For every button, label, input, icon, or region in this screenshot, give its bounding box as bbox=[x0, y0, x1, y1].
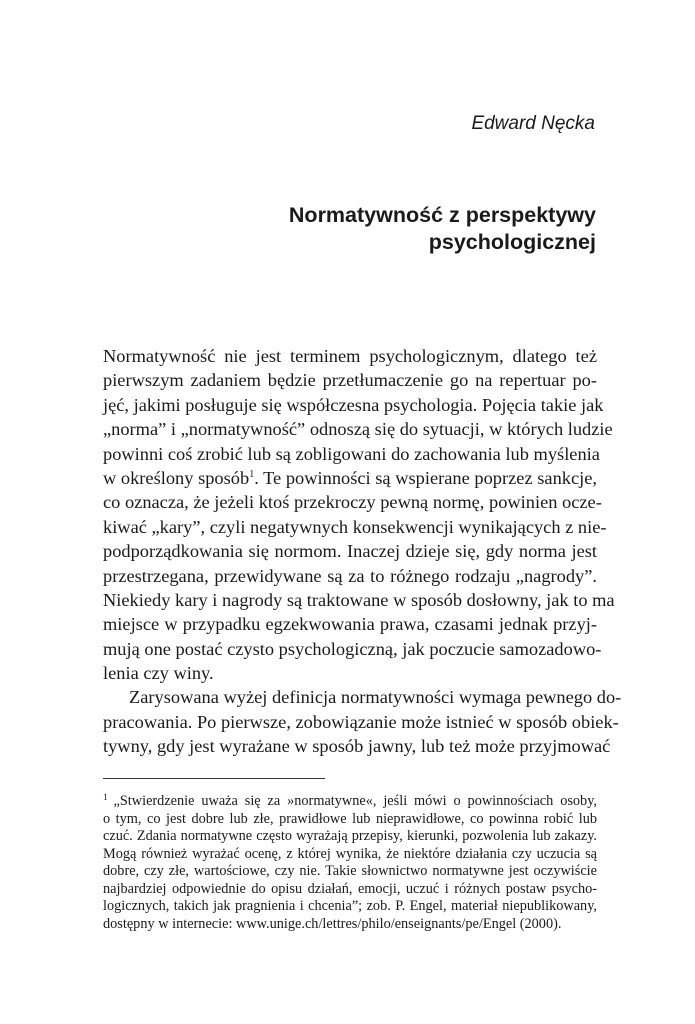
body-line: co oznacza, że jeżeli ktoś przekroczy pewną normę, powinien ocze- bbox=[103, 492, 602, 513]
footnote-line: logicznych, takich jak pragnienia i chcenia”; zob. P. Engel, materiał niepublikowany, bbox=[103, 898, 597, 914]
body-text bbox=[103, 344, 622, 759]
body-line: tywny, gdy jest wyrażane w sposób jawny, lub też może przyjmować bbox=[103, 736, 611, 757]
body-line: powinni coś zrobić lub są zobligowani do zachowania lub myślenia bbox=[103, 443, 600, 464]
chapter-title bbox=[176, 202, 596, 256]
body-line: jęć, jakimi posługuje się współczesna psychologia. Pojęcia takie jak bbox=[103, 394, 604, 415]
footnote-line-text: „Stwierdzenie uważa się za »normatywne«, jeśli mówi o powinnościach osoby, bbox=[113, 793, 597, 809]
body-line: „norma” i „normatywność” odnoszą się do sytuacji, w których ludzie bbox=[103, 419, 613, 440]
footnote-line: Mogą również wyrażać ocenę, z której wynika, że niektóre działania czy uczucia są bbox=[103, 845, 597, 862]
footnote-reference[interactable]: 1 bbox=[249, 468, 255, 480]
body-line: podporządkowania się normom. Inaczej dzieje się, gdy norma jest bbox=[103, 541, 597, 562]
footnote-line: dobre, czy złe, wartościowe, czy nie. Takie słownictwo normatywne jest oczywiście bbox=[103, 863, 597, 879]
footnote-line: najbardziej odpowiednie do opisu działań, emocji, uczuć i różnych postaw psycho- bbox=[103, 880, 597, 897]
body-line-with-footnote bbox=[103, 466, 597, 490]
body-line: mują one postać czysto psychologiczną, jak poczucie samozadowo- bbox=[103, 638, 602, 659]
body-line: Niekiedy kary i nagrody są traktowane w sposób dosłowny, jak to ma bbox=[103, 589, 615, 610]
body-line: miejsce w przypadku egzekwowania prawa, czasami jednak przyj- bbox=[103, 614, 597, 635]
footnote-line: dostępny w internecie: www.unige.ch/lettres/philo/enseignants/pe/Engel (2000). bbox=[103, 915, 562, 932]
body-line: kiwać „kary”, czyli negatywnych konsekwencji wynikających z nie- bbox=[103, 516, 607, 537]
footnote-marker: 1 bbox=[103, 792, 108, 802]
body-line-part: w określony sposób bbox=[103, 467, 250, 488]
body-line: Zarysowana wyżej definicja normatywności wymaga pewnego do- bbox=[129, 687, 622, 708]
author-name: Edward Nęcka bbox=[471, 113, 595, 134]
body-line: pierwszym zadaniem będzie przetłumaczenie go na repertuar po- bbox=[103, 370, 597, 391]
body-line: pracowania. Po pierwsze, zobowiązanie może istnieć w sposób obiek- bbox=[103, 711, 619, 732]
footnote-line bbox=[103, 793, 597, 811]
body-line: przestrzegana, przewidywane są za to różnego rodzaju „nagrody”. bbox=[103, 565, 597, 586]
footnote-line: o tym, co jest dobre lub złe, prawidłowe lub nieprawidłowe, co powinna robić lub bbox=[103, 810, 597, 827]
footnote bbox=[103, 793, 597, 933]
footnote-line: czuć. Zdania normatywne często wyrażają przepisy, kierunki, pozwolenia lub zakazy. bbox=[103, 828, 597, 844]
chapter-title-line-2: psychologicznej bbox=[428, 230, 596, 254]
footnote-divider bbox=[103, 778, 325, 779]
body-line: lenia czy winy. bbox=[103, 663, 214, 684]
chapter-title-line-1: Normatywność z perspektywy bbox=[288, 203, 596, 227]
body-line: Normatywność nie jest terminem psychologicznym, dlatego też bbox=[103, 346, 597, 366]
body-line-part: . Te powinności są wspierane poprzez sankcje, bbox=[254, 467, 597, 488]
